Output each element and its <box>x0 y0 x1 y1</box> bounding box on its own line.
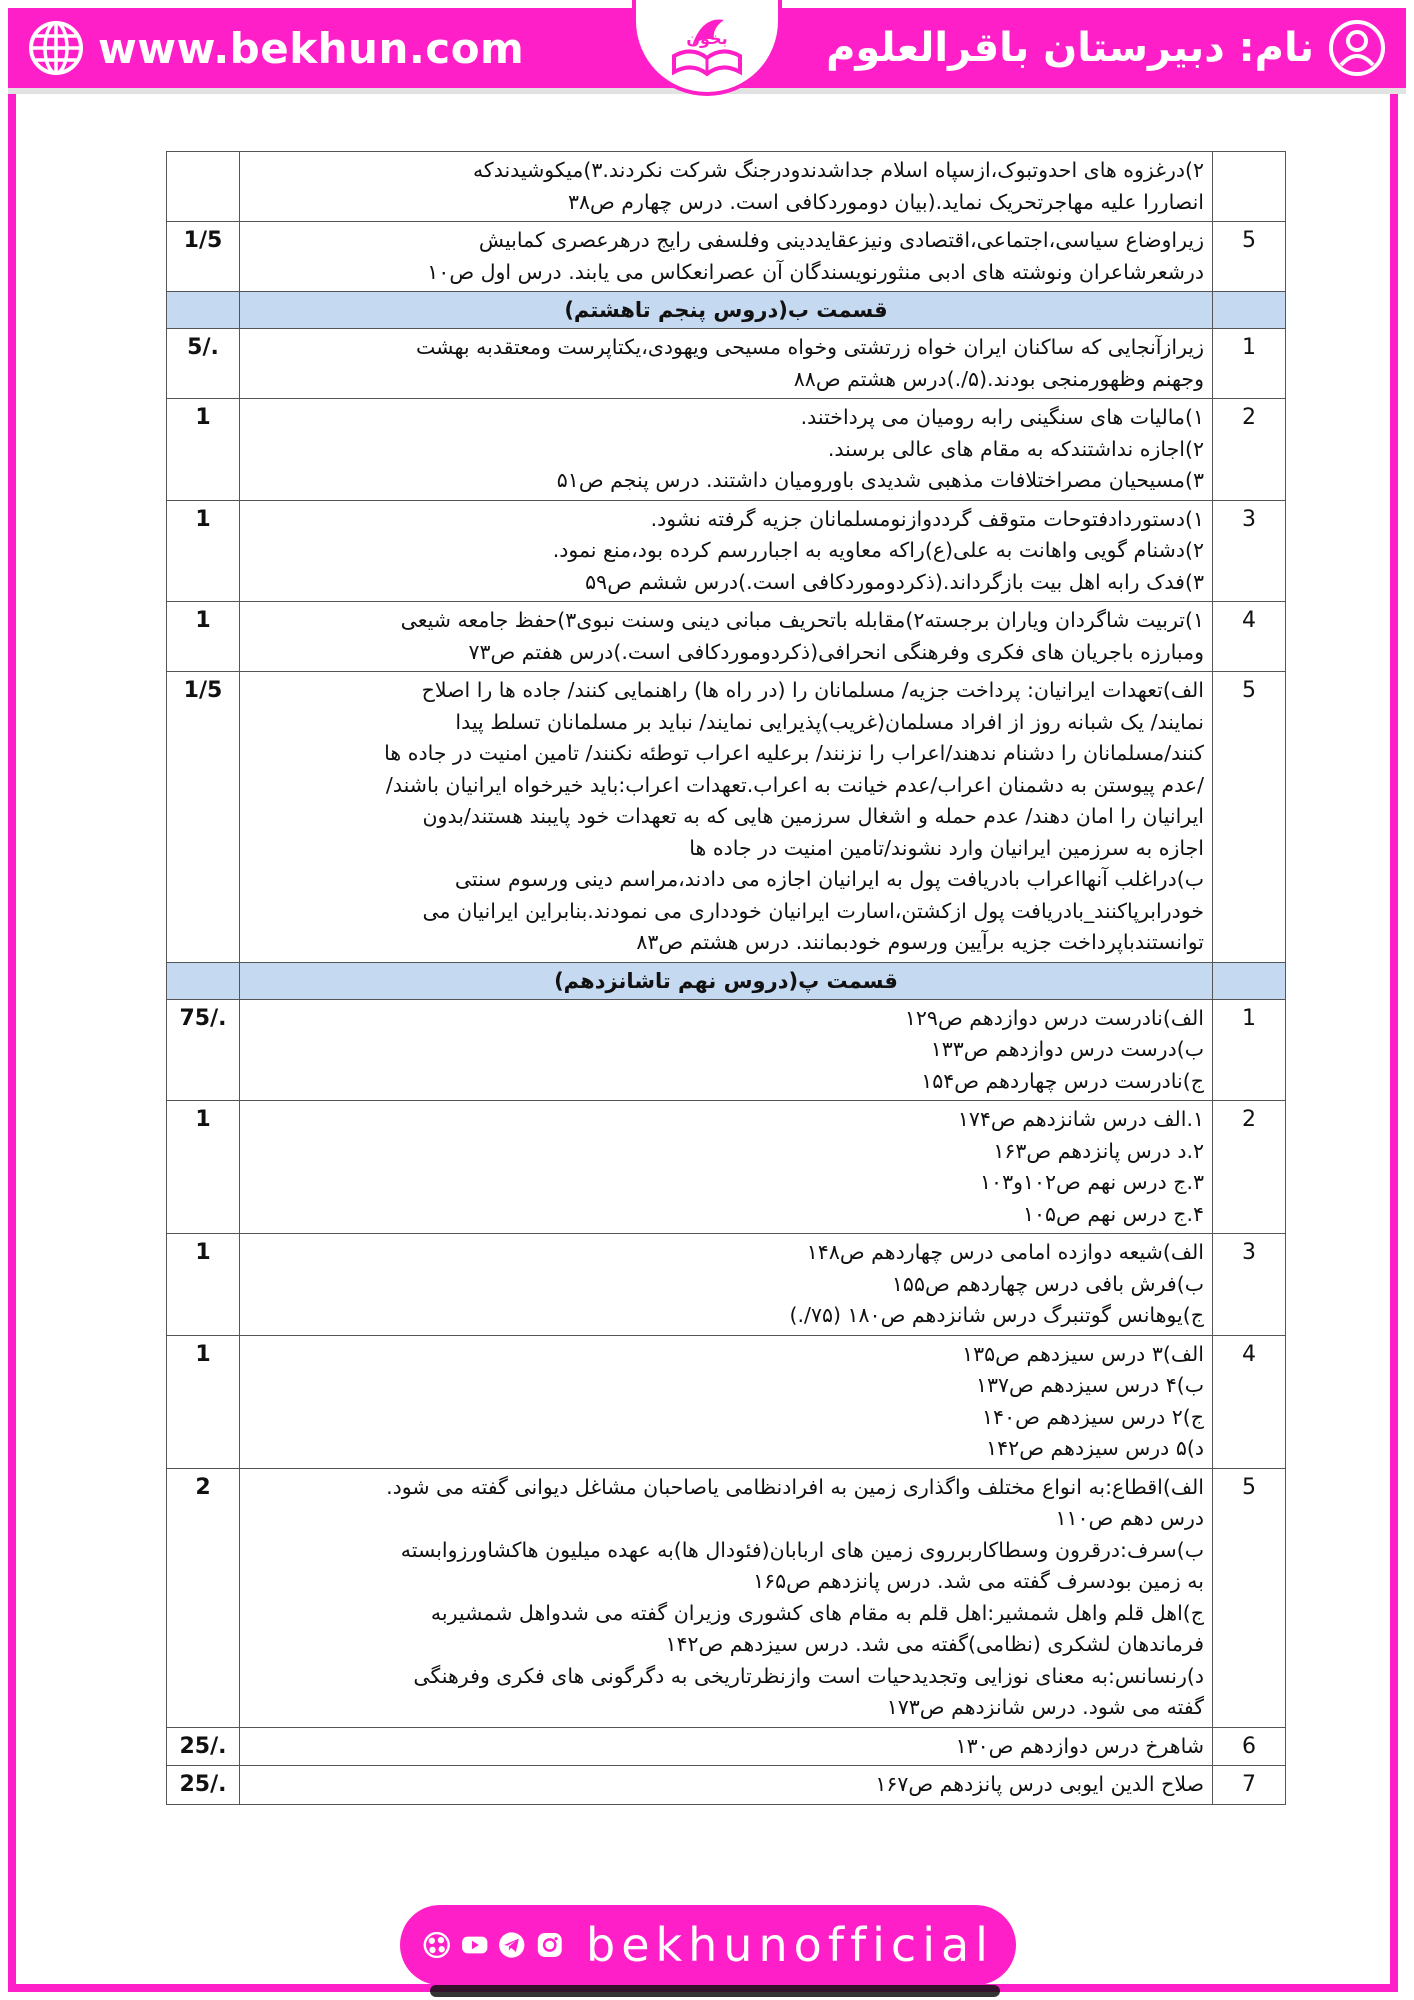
section-header <box>167 292 1286 329</box>
score-value: 1/5 <box>167 672 240 963</box>
answer-row <box>167 399 1286 501</box>
answer-line: ب)سرف:درقرون وسطاکاربرروی زمین های اربابان(فئودال ها)به عهده میلیون هاکشاورزوابسته <box>400 1537 1204 1562</box>
answer-line: ایرانیان را امان دهند/ عدم حمله و اشغال سرزمین هایی که به تعهدات خود پایبند هستند/بدون <box>422 804 1204 828</box>
answer-line: ۱)مالیات های سنگینی رابه رومیان می پرداختند. <box>800 405 1204 429</box>
answer-row <box>167 1766 1286 1805</box>
answer-text <box>240 602 1213 672</box>
telegram-icon[interactable] <box>497 1924 527 1966</box>
answer-text <box>240 1468 1213 1727</box>
answer-table <box>166 151 1286 1805</box>
question-number: 1 <box>1213 329 1286 399</box>
answer-text <box>240 1727 1213 1766</box>
answer-line: صلاح الدین ایوبی درس پانزدهم ص۱۶۷ <box>875 1772 1204 1796</box>
section-title: قسمت ب(دروس پنجم تاهشتم) <box>240 292 1213 329</box>
section-num-cell <box>1213 962 1286 999</box>
answer-text <box>240 1335 1213 1468</box>
answer-line: الف)اقطاع:به انواع مختلف واگذاری زمین به افرادنظامی یاصاحبان مشاغل دیوانی گفته می شود. <box>386 1474 1204 1499</box>
school-title: نام: دبیرستان باقرالعلوم <box>826 25 1314 71</box>
answer-text <box>240 222 1213 292</box>
logo-text: بخون <box>686 29 728 48</box>
answer-text <box>240 500 1213 602</box>
answer-text <box>240 399 1213 501</box>
book-logo-icon <box>662 6 752 86</box>
answer-line: ۳)مسیحیان مصراختلافات مذهبی شدیدی باورومیان داشتند. درس پنجم ص۵۱ <box>556 468 1204 492</box>
question-number: 3 <box>1213 1234 1286 1336</box>
answer-text <box>240 672 1213 963</box>
answer-line: ۲)درغزوه های احدوتبوک،ازسپاه اسلام جداشدندودرجنگ شرکت نکردند.۳)میکوشیدندکه <box>472 158 1204 182</box>
answer-line: ۲)اجازه نداشتندکه به مقام های عالی برسند. <box>827 436 1204 461</box>
footer-shadow <box>430 1985 1000 1997</box>
question-number: 5 <box>1213 672 1286 963</box>
score-value: 25/. <box>167 1766 240 1805</box>
answer-line: الف)تعهدات ایرانیان: پرداخت جزیه/ مسلمانان را (در راه ها) راهنمایی کنند/ جاده ها را اصلاح <box>421 678 1204 702</box>
answer-line: ۱)دستوردادفتوحات متوقف گرددوازنومسلمانان جزیه گرفته نشود. <box>650 506 1204 531</box>
answer-line: نمایند/ یک شبانه روز از افراد مسلمان(غریب)پذیرایی نمایند/ نباید بر مسلمانان تسلط پیدا <box>455 709 1204 734</box>
question-number: 7 <box>1213 1766 1286 1805</box>
answer-line: ب)فرش بافی درس چهاردهم ص۱۵۵ <box>891 1271 1204 1296</box>
answer-line: ج)یوهانس گوتنبرگ درس شانزدهم ص۱۸۰ (۷۵/.) <box>789 1303 1204 1327</box>
question-number: 5 <box>1213 222 1286 292</box>
answer-line: زیرازآنجایی که ساکنان ایران خواه زرتشتی وخواه مسیحی ویهودی،یکتاپرست ومعتقدبه بهشت <box>416 335 1204 359</box>
score-value <box>167 152 240 222</box>
social-footer <box>400 1905 1016 1985</box>
answer-line: ب)دراغلب آنهااعراب بادریافت پول به ایرانیان اجازه می دادند،مراسم دینی ورسوم سنتی <box>454 867 1204 891</box>
answer-line: وجهنم وظهورمنجی بودند.(۵/.)درس هشتم ص۸۸ <box>793 366 1204 391</box>
answer-row <box>167 1101 1286 1234</box>
answer-line: ۴.ج درس نهم ص۱۰۵ <box>1023 1201 1204 1226</box>
answer-line: درشعرشاعران ونوشته های ادبی منثورنویسندگان آن عصرانعکاس می یابند. درس اول ص۱۰ <box>427 259 1204 284</box>
answer-row <box>167 1335 1286 1468</box>
answer-line: د)رنسانس:به معنای نوزایی وتجدیدحیات است وازنظرتاریخی به دگرگونی های فکری وفرهنگی <box>413 1663 1204 1688</box>
site-url[interactable]: www.bekhun.com <box>98 23 525 73</box>
question-number: 2 <box>1213 399 1286 501</box>
answer-line: الف)شیعه دوازده امامی درس چهاردهم ص۱۴۸ <box>806 1240 1204 1264</box>
answer-row <box>167 999 1286 1101</box>
answer-line: کنند/مسلمانان را دشنام ندهند/اعراب را نزنند/ برعلیه اعراب توطئه نکنند/ تامین امنیت در جاده ها <box>384 741 1204 765</box>
aparat-icon[interactable] <box>422 1924 452 1966</box>
answer-text <box>240 1101 1213 1234</box>
answer-row <box>167 1234 1286 1336</box>
answer-line: ۱.الف درس شانزدهم ص۱۷۴ <box>957 1107 1204 1131</box>
question-number: 3 <box>1213 500 1286 602</box>
answer-text <box>240 152 1213 222</box>
answer-text <box>240 1766 1213 1805</box>
answer-line: ۱)تربیت شاگردان ویاران برجسته۲)مقابله باتحریف مبانی دینی وسنت نبوی۳)حفظ جامعه شیعی <box>400 608 1204 632</box>
question-number: 2 <box>1213 1101 1286 1234</box>
answer-line: ۲.د درس پانزدهم ص۱۶۳ <box>993 1138 1204 1163</box>
section-header <box>167 962 1286 999</box>
score-value: 2 <box>167 1468 240 1727</box>
answer-line: ج)۲ درس سیزدهم ص۱۴۰ <box>982 1404 1204 1429</box>
score-value: 5/. <box>167 329 240 399</box>
youtube-icon[interactable] <box>460 1924 490 1966</box>
score-value: 1 <box>167 1101 240 1234</box>
globe-icon <box>28 20 84 76</box>
header <box>0 0 1414 95</box>
section-num-cell <box>1213 292 1286 329</box>
answer-line: انصاررا علیه مهاجرتحریک نماید.(بیان دوموردکافی است. درس چهارم ص۳۸ <box>567 189 1204 214</box>
answer-line: ب)درست درس دوازدهم ص۱۳۳ <box>930 1037 1204 1061</box>
answer-line: ۳.ج درس نهم ص۱۰۲و۱۰۳ <box>980 1170 1204 1194</box>
answer-line: /عدم پیوستن به دشمنان اعراب/عدم خیانت به اعراب.تعهدات اعراب:باید خیرخواه ایرانیان باشند/ <box>385 772 1204 797</box>
site-link[interactable] <box>28 18 524 78</box>
answer-line: الف)نادرست درس دوازدهم ص۱۲۹ <box>904 1005 1204 1030</box>
answer-row <box>167 1468 1286 1727</box>
score-value: 1/5 <box>167 222 240 292</box>
instagram-icon[interactable] <box>535 1924 565 1966</box>
answer-line: ۲)دشنام گویی واهانت به علی(ع)راکه معاویه به اجباررسم کرده بود،منع نمود. <box>552 538 1204 562</box>
section-score-cell <box>167 962 240 999</box>
answer-line: ج)اهل قلم واهل شمشیر:اهل قلم به مقام های کشوری وزیران گفته می شدواهل شمشیربه <box>430 1600 1204 1625</box>
score-value: 25/. <box>167 1727 240 1766</box>
answer-line: ب)۴ درس سیزدهم ص۱۳۷ <box>975 1373 1204 1397</box>
section-score-cell <box>167 292 240 329</box>
answer-line: خودرابرپاکنند_بادریافت پول ازکشتن،اسارت ایرانیان خودداری می نمودند.بنابراین ایرانیان می <box>422 898 1204 923</box>
answer-row <box>167 152 1286 222</box>
score-value: 1 <box>167 1335 240 1468</box>
answer-row <box>167 1727 1286 1766</box>
question-number: 1 <box>1213 999 1286 1101</box>
answer-line: الف)۳ درس سیزدهم ص۱۳۵ <box>962 1341 1204 1366</box>
answer-line: به زمین بودسرف گفته می شد. درس پانزدهم ص۱۶۵ <box>753 1569 1204 1593</box>
question-number: 5 <box>1213 1468 1286 1727</box>
answer-line: ۳)فدک رابه اهل بیت بازگرداند.(ذکردوموردکافی است.)درس ششم ص۵۹ <box>585 569 1204 594</box>
answer-line: درس دهم ص۱۱۰ <box>1055 1506 1204 1530</box>
answer-line: د)۵ درس سیزدهم ص۱۴۲ <box>986 1436 1204 1460</box>
answer-text <box>240 329 1213 399</box>
answer-line: توانستندباپرداخت جزیه برآیین ورسوم خودبمانند. درس هشتم ص۸۳ <box>636 930 1204 954</box>
score-value: 1 <box>167 602 240 672</box>
answer-row <box>167 329 1286 399</box>
question-number: 4 <box>1213 1335 1286 1468</box>
answer-line: اجازه به سرزمین ایرانیان وارد نشوند/تامین امنیت در جاده ها <box>689 835 1204 860</box>
answer-row <box>167 500 1286 602</box>
score-value: 75/. <box>167 999 240 1101</box>
answer-text <box>240 1234 1213 1336</box>
answer-line: فرماندهان لشکری (نظامی)گفته می شد. درس سیزدهم ص۱۴۲ <box>665 1632 1204 1656</box>
question-number: 4 <box>1213 602 1286 672</box>
answer-row <box>167 602 1286 672</box>
school-name <box>826 18 1386 78</box>
user-icon <box>1328 19 1386 77</box>
answer-text <box>240 999 1213 1101</box>
answer-row <box>167 672 1286 963</box>
score-value: 1 <box>167 399 240 501</box>
answer-line: شاهرخ درس دوازدهم ص۱۳۰ <box>955 1733 1204 1758</box>
social-handle[interactable]: bekhunofficial <box>586 1918 994 1972</box>
score-value: 1 <box>167 500 240 602</box>
question-number <box>1213 152 1286 222</box>
answer-line: ج)نادرست درس چهاردهم ص۱۵۴ <box>921 1068 1204 1093</box>
answer-line: ومبارزه باجریان های فکری وفرهنگی انحرافی(ذکردوموردکافی است.)درس هفتم ص۷۳ <box>468 639 1204 664</box>
section-title: قسمت پ(دروس نهم تاشانزدهم) <box>240 962 1213 999</box>
score-value: 1 <box>167 1234 240 1336</box>
answer-row <box>167 222 1286 292</box>
answer-line: زیراوضاع سیاسی،اجتماعی،اقتصادی ونیزعقایددینی وفلسفی رایج درهرعصری کمابیش <box>478 228 1204 252</box>
answer-line: گفته می شود. درس شانزدهم ص۱۷۳ <box>886 1695 1204 1719</box>
question-number: 6 <box>1213 1727 1286 1766</box>
